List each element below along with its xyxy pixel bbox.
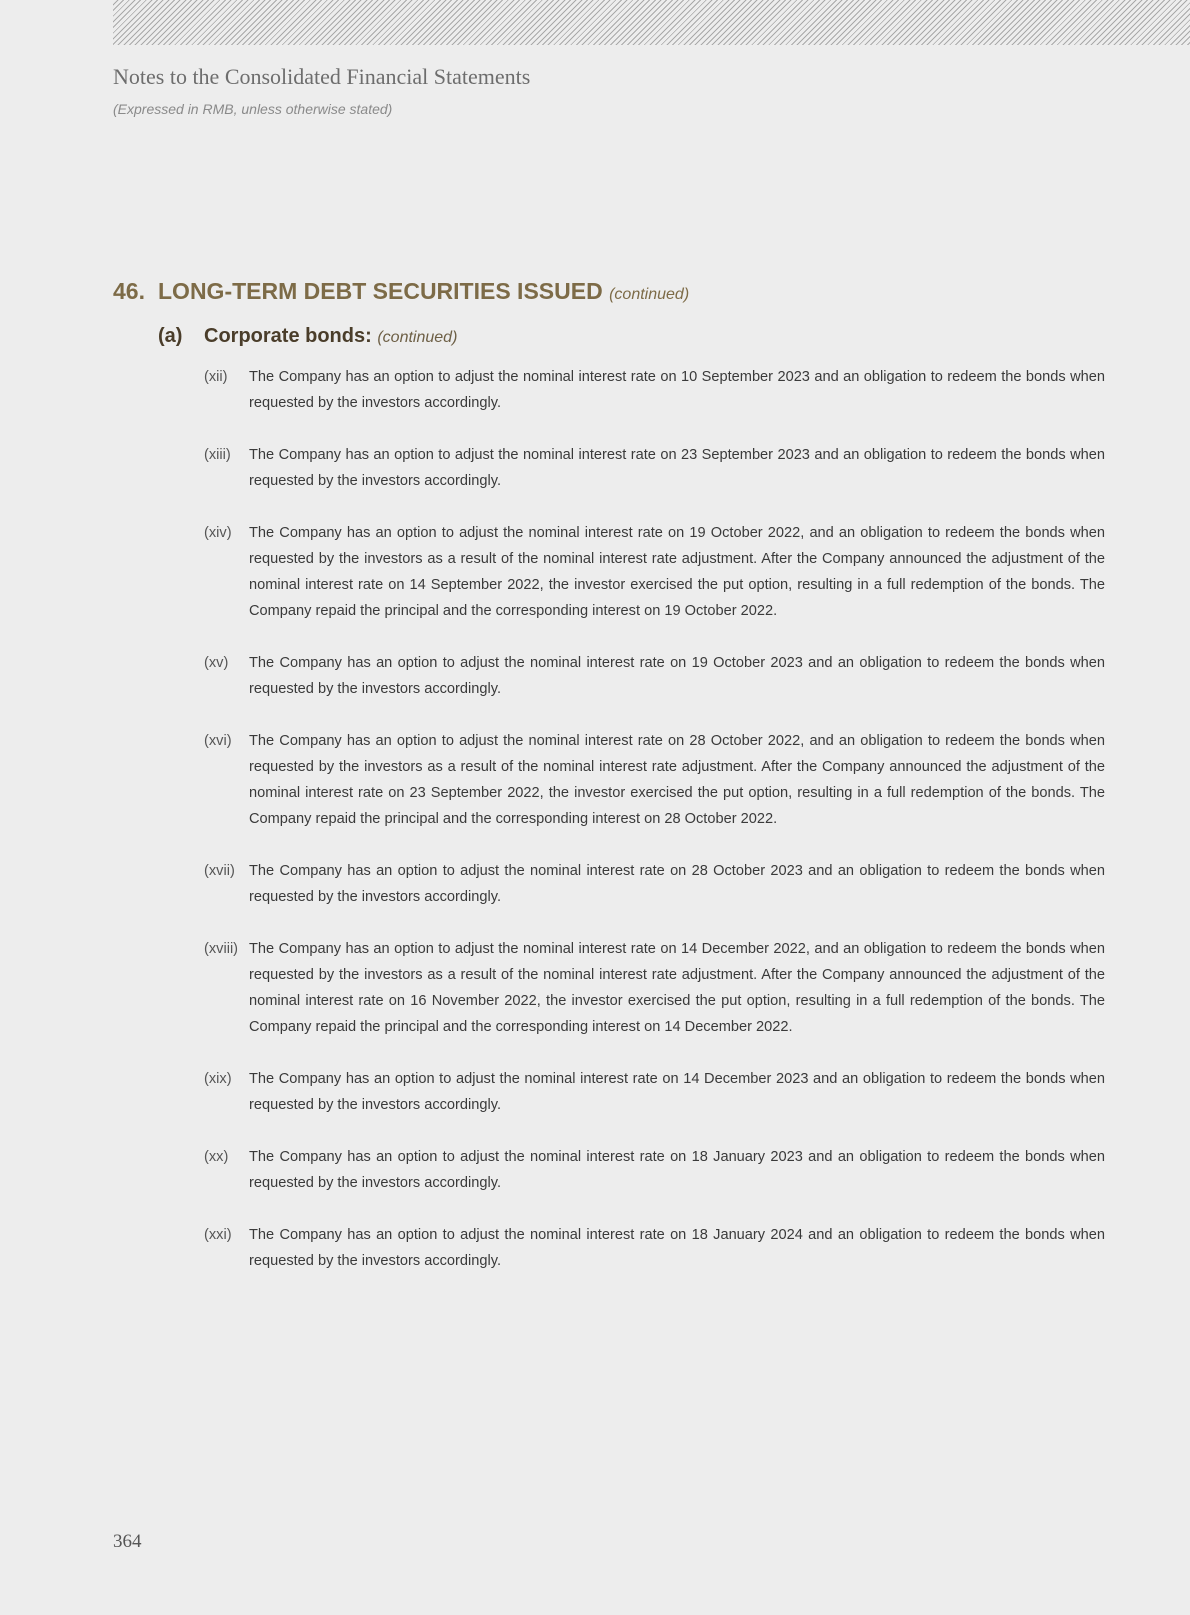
list-item — [204, 936, 1105, 1040]
item-numeral: (xv) — [204, 655, 229, 671]
item-text: The Company has an option to adjust the nominal interest rate on 19 October 2022, and an obligation to redeem the bonds when requested by the investors as a result of the nominal interest rate adjustment. After the Company announced the adjustment of the nominal interest rate on 14 September 2022, the investor exercised the put option, resulting in a full redemption of the bonds. The Company repaid the principal and the corresponding interest on 19 October 2022. — [249, 525, 1105, 619]
item-text: The Company has an option to adjust the nominal interest rate on 10 September 2023 and an obligation to redeem the bonds when requested by the investors accordingly. — [249, 369, 1105, 411]
list-item — [204, 858, 1105, 910]
section-number: 46. — [113, 278, 145, 304]
item-text: The Company has an option to adjust the nominal interest rate on 28 October 2022, and an obligation to redeem the bonds when requested by the investors as a result of the nominal interest rate adjustment. After the Company announced the adjustment of the nominal interest rate on 23 September 2022, the investor exercised the put option, resulting in a full redemption of the bonds. The Company repaid the principal and the corresponding interest on 28 October 2022. — [249, 733, 1105, 827]
list-item — [204, 520, 1105, 624]
item-text: The Company has an option to adjust the nominal interest rate on 28 October 2023 and an obligation to redeem the bonds when requested by the investors accordingly. — [249, 863, 1105, 905]
subsection-title: Corporate bonds: — [204, 325, 372, 347]
notes-list — [204, 364, 1105, 1300]
subsection-heading — [158, 325, 457, 348]
header-hatch-pattern — [113, 0, 1190, 45]
list-item — [204, 1222, 1105, 1274]
item-numeral: (xvii) — [204, 863, 235, 879]
item-numeral: (xviii) — [204, 941, 239, 957]
list-item — [204, 650, 1105, 702]
list-item — [204, 1144, 1105, 1196]
subsection-continued: (continued) — [377, 329, 458, 346]
list-item — [204, 442, 1105, 494]
item-numeral: (xix) — [204, 1071, 232, 1087]
page-number: 364 — [113, 1531, 142, 1552]
item-text: The Company has an option to adjust the nominal interest rate on 14 December 2022, and an obligation to redeem the bonds when requested by the investors as a result of the nominal interest rate adjustment. After the Company announced the adjustment of the nominal interest rate on 16 November 2022, the investor exercised the put option, resulting in a full redemption of the bonds. The Company repaid the principal and the corresponding interest on 14 December 2022. — [249, 941, 1105, 1035]
section-title: LONG-TERM DEBT SECURITIES ISSUED — [158, 278, 603, 304]
item-text: The Company has an option to adjust the nominal interest rate on 18 January 2024 and an obligation to redeem the bonds when requested by the investors accordingly. — [249, 1227, 1105, 1269]
page-header-subtitle: (Expressed in RMB, unless otherwise stated) — [113, 101, 393, 117]
list-item — [204, 728, 1105, 832]
section-heading — [113, 278, 689, 305]
list-item — [204, 364, 1105, 416]
item-numeral: (xxi) — [204, 1227, 232, 1243]
item-text: The Company has an option to adjust the nominal interest rate on 14 December 2023 and an obligation to redeem the bonds when requested by the investors accordingly. — [249, 1071, 1105, 1113]
page-header-title: Notes to the Consolidated Financial Statements — [113, 64, 531, 89]
item-text: The Company has an option to adjust the nominal interest rate on 18 January 2023 and an obligation to redeem the bonds when requested by the investors accordingly. — [249, 1149, 1105, 1191]
item-text: The Company has an option to adjust the nominal interest rate on 23 September 2023 and an obligation to redeem the bonds when requested by the investors accordingly. — [249, 447, 1105, 489]
item-numeral: (xx) — [204, 1149, 229, 1165]
item-numeral: (xvi) — [204, 733, 232, 749]
section-continued: (continued) — [609, 286, 690, 303]
list-item — [204, 1066, 1105, 1118]
item-numeral: (xii) — [204, 369, 228, 385]
item-numeral: (xiii) — [204, 447, 231, 463]
item-text: The Company has an option to adjust the nominal interest rate on 19 October 2023 and an obligation to redeem the bonds when requested by the investors accordingly. — [249, 655, 1105, 697]
subsection-number: (a) — [158, 325, 183, 347]
item-numeral: (xiv) — [204, 525, 232, 541]
